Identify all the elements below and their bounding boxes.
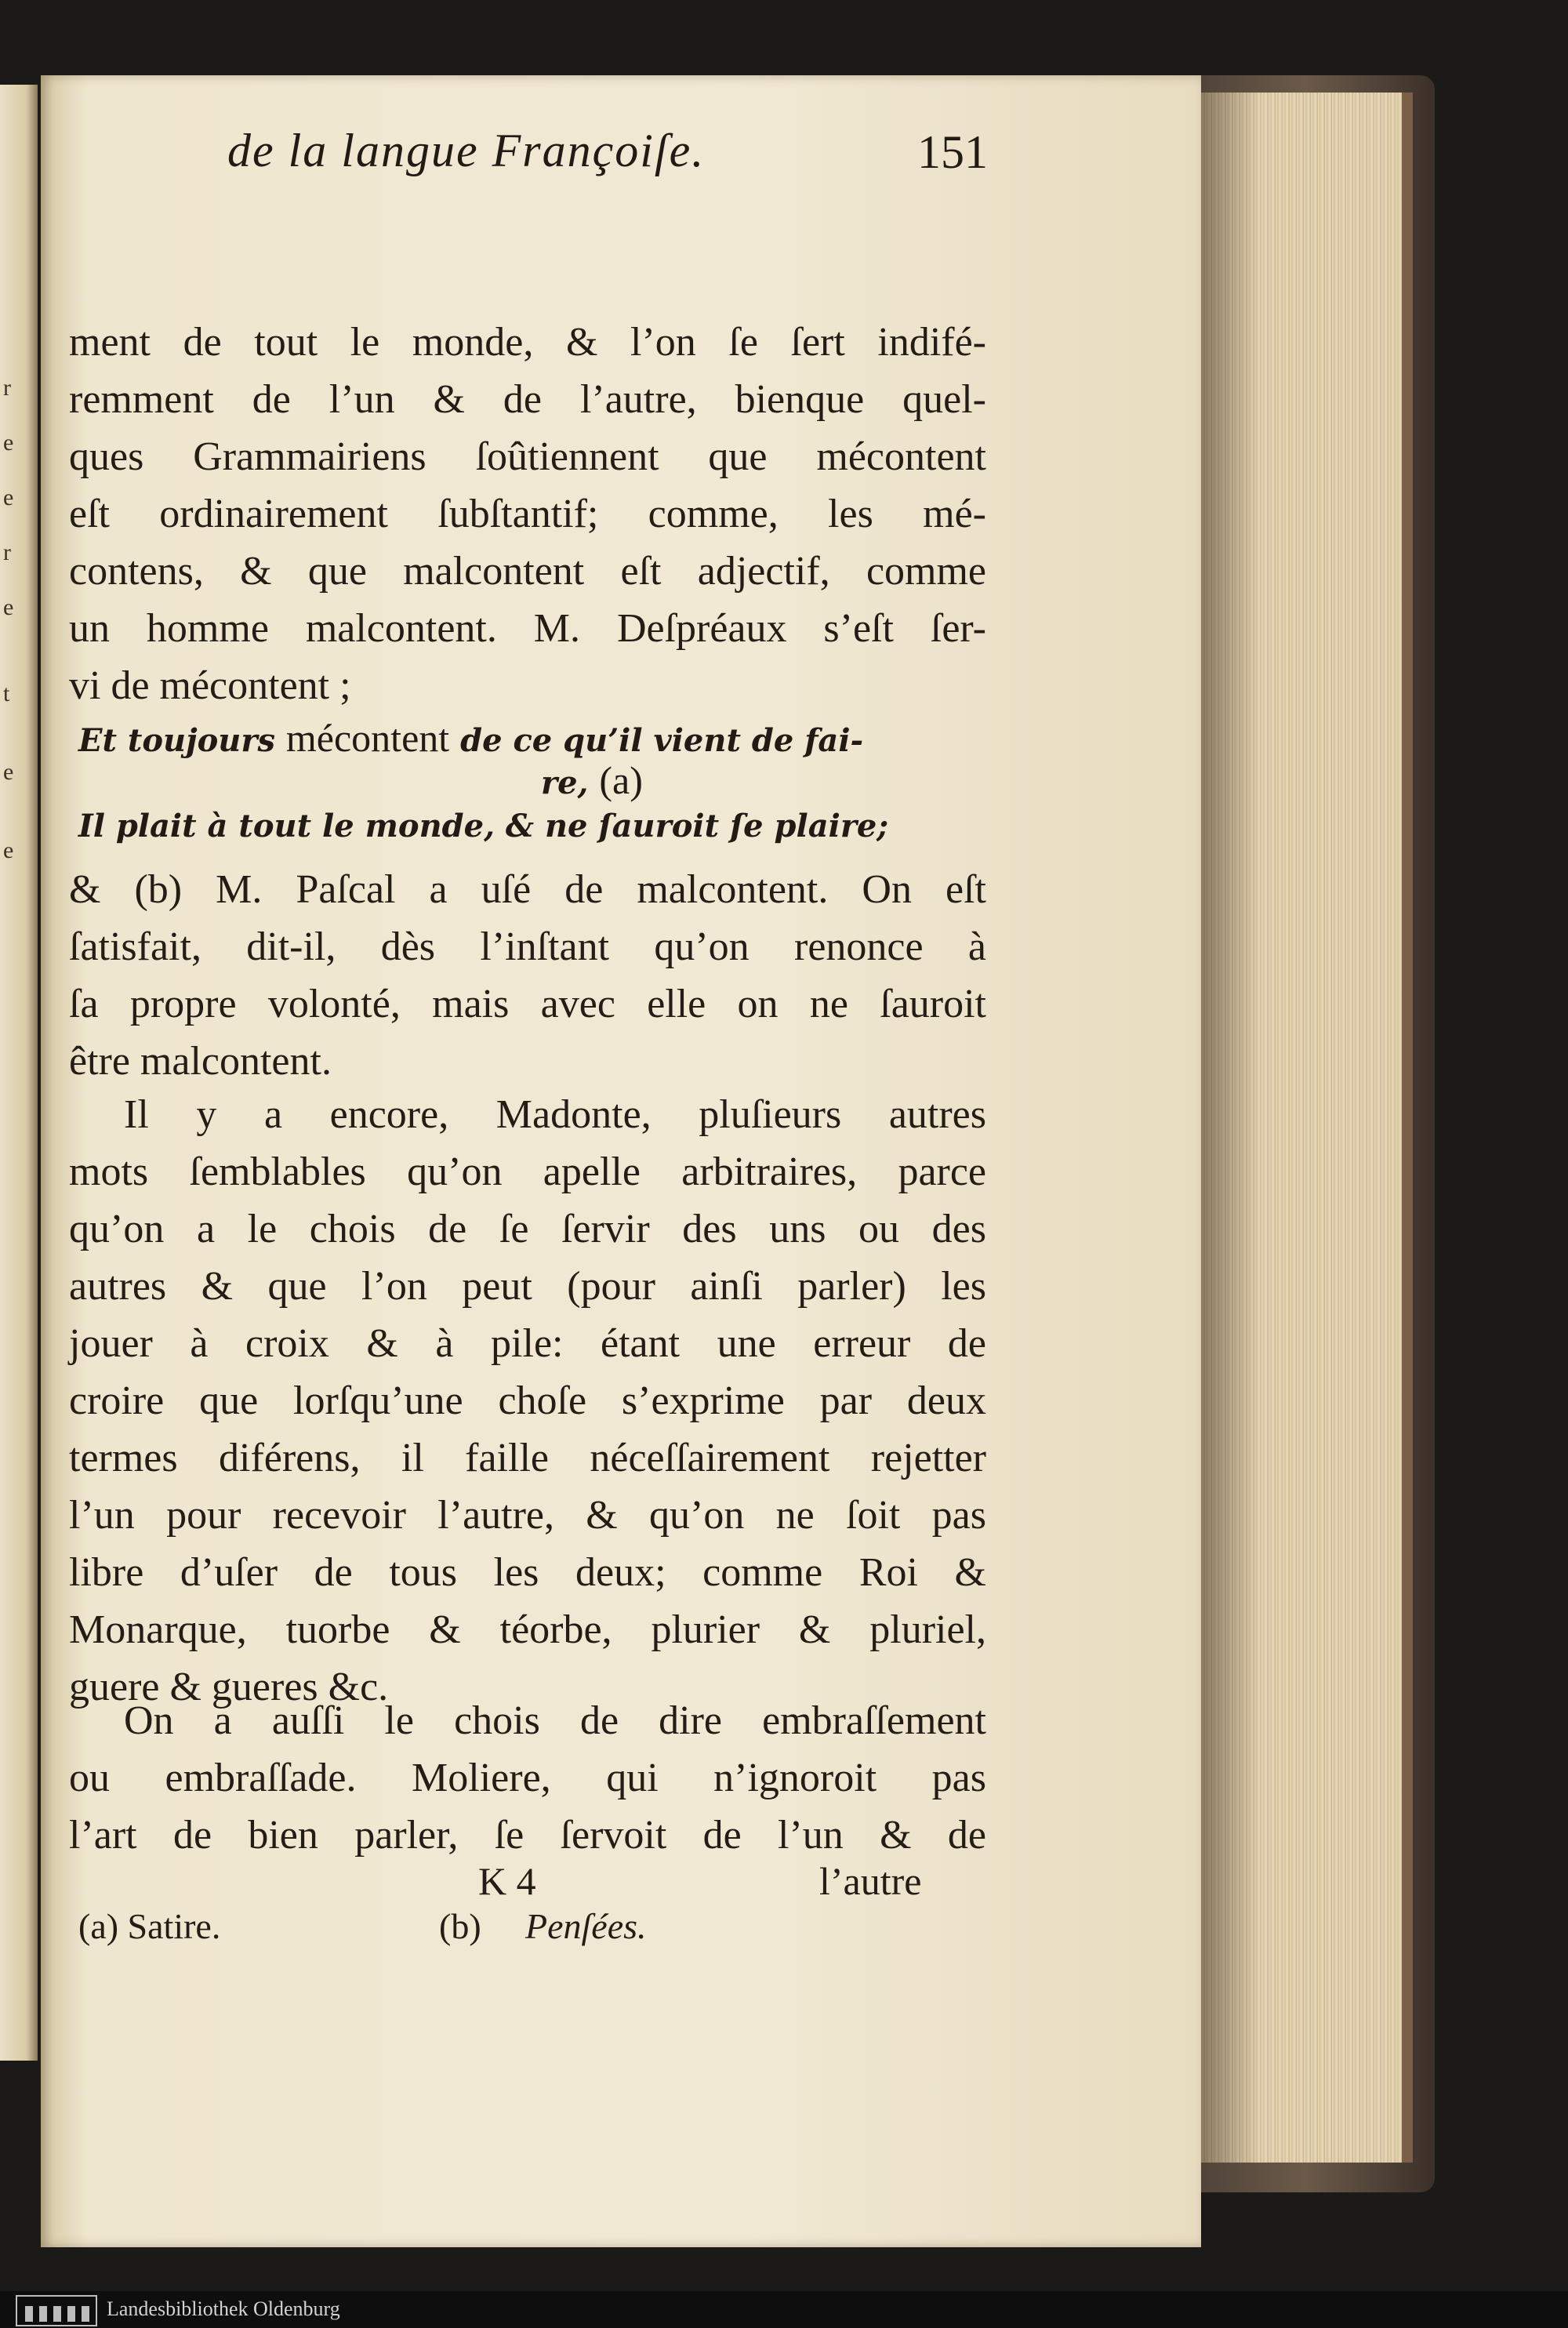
text-line: ques Grammairiens ſoûtiennent que mécontent <box>69 434 986 479</box>
text-line: Il y a encore, Madonte, pluſieurs autres <box>124 1092 986 1137</box>
text-line: un homme malcontent. M. Deſpréaux s’eſt ſer- <box>69 606 986 651</box>
fore-edge-shadow <box>1198 93 1261 2163</box>
paragraph-1 <box>69 314 986 714</box>
text-line: ſa propre volonté, mais avec elle on ne ſauroit <box>69 982 986 1026</box>
verse-word-upright: mécontent <box>285 716 450 760</box>
verse-line-3: Il plait à tout le monde, & ne ſauroit ſe plaire; <box>78 808 889 844</box>
text-line: autres & que l’on peut (pour ainſi parler) les <box>69 1264 986 1309</box>
text-line: qu’on a le chois de ſe ſervir des uns ou des <box>69 1207 986 1251</box>
left-page-letter: r <box>3 539 11 565</box>
verse-words: re, <box>541 764 589 801</box>
text-line: jouer à croix & à pile: étant une erreur de <box>69 1321 986 1366</box>
footnote-ref-a: (a) <box>599 758 643 802</box>
text-line: On a auſſi le chois de dire embraſſement <box>124 1698 986 1743</box>
text-line: Monarque, tuorbe & téorbe, plurier & pluriel, <box>69 1607 986 1652</box>
text-line: mots ſemblables qu’on apelle arbitraires, parce <box>69 1149 986 1194</box>
text-line: ſatisfait, dit-il, dès l’inſtant qu’on renonce à <box>69 924 986 969</box>
paragraph-4 <box>69 1692 986 1864</box>
verse-line-1 <box>78 715 980 761</box>
left-page-letter: e <box>3 485 14 510</box>
verse-line-2 <box>541 757 855 803</box>
text-line: l’art de bien parler, ſe ſervoit de l’un & de <box>69 1813 986 1858</box>
library-name: Landesbibliothek Oldenburg <box>107 2297 340 2320</box>
left-page-sliver <box>0 85 38 2061</box>
text-line: remment de l’un & de l’autre, bienque quel- <box>69 377 986 422</box>
text-line: libre d’uſer de tous les deux; comme Roi & <box>69 1550 986 1595</box>
left-page-letter: e <box>3 430 14 456</box>
text-line: termes diférens, il faille néceſſairement rejetter <box>69 1436 986 1480</box>
text-line: ou embraſſade. Moliere, qui n’ignoroit pas <box>69 1756 986 1800</box>
verse-words: de ce qu’il vient de fai- <box>460 722 864 759</box>
left-page-letter: r <box>3 375 11 401</box>
catchword: l’autre <box>819 1859 922 1903</box>
text-line: ment de tout le monde, & l’on ſe ſert indifé- <box>69 320 986 365</box>
text-line: guere & gueres &c. <box>69 1665 389 1709</box>
verse-words: Et toujours <box>78 722 275 759</box>
text-line: & (b) M. Paſcal a uſé de malcontent. On eſt <box>69 867 986 912</box>
text-line: vi de mécontent ; <box>69 663 351 708</box>
text-line: l’un pour recevoir l’autre, & qu’on ne ſoit pas <box>69 1493 986 1538</box>
footnote-a: (a) Satire. <box>78 1906 221 1946</box>
text-line: croire que lorſqu’une choſe s’exprime par deux <box>69 1378 986 1423</box>
text-line: contens, & que malcontent eſt adjectif, comme <box>69 549 986 594</box>
paragraph-3 <box>69 1086 986 1716</box>
library-logo-icon <box>16 2295 97 2326</box>
left-page-letter: e <box>3 837 14 863</box>
paragraph-2 <box>69 861 986 1090</box>
left-page-letter: e <box>3 759 14 785</box>
running-header-title: de la langue Françoiſe. <box>227 125 706 176</box>
left-page-letter: t <box>3 681 10 706</box>
footnote-b-mark: (b) <box>439 1906 481 1946</box>
text-line: eſt ordinairement ſubſtantif; comme, les mé- <box>69 492 986 536</box>
text-line: être malcontent. <box>69 1039 332 1084</box>
footnote-b-text: Penſées. <box>525 1906 647 1946</box>
left-page-letter: e <box>3 594 14 620</box>
page-number: 151 <box>917 126 988 178</box>
signature-mark: K 4 <box>478 1859 536 1903</box>
